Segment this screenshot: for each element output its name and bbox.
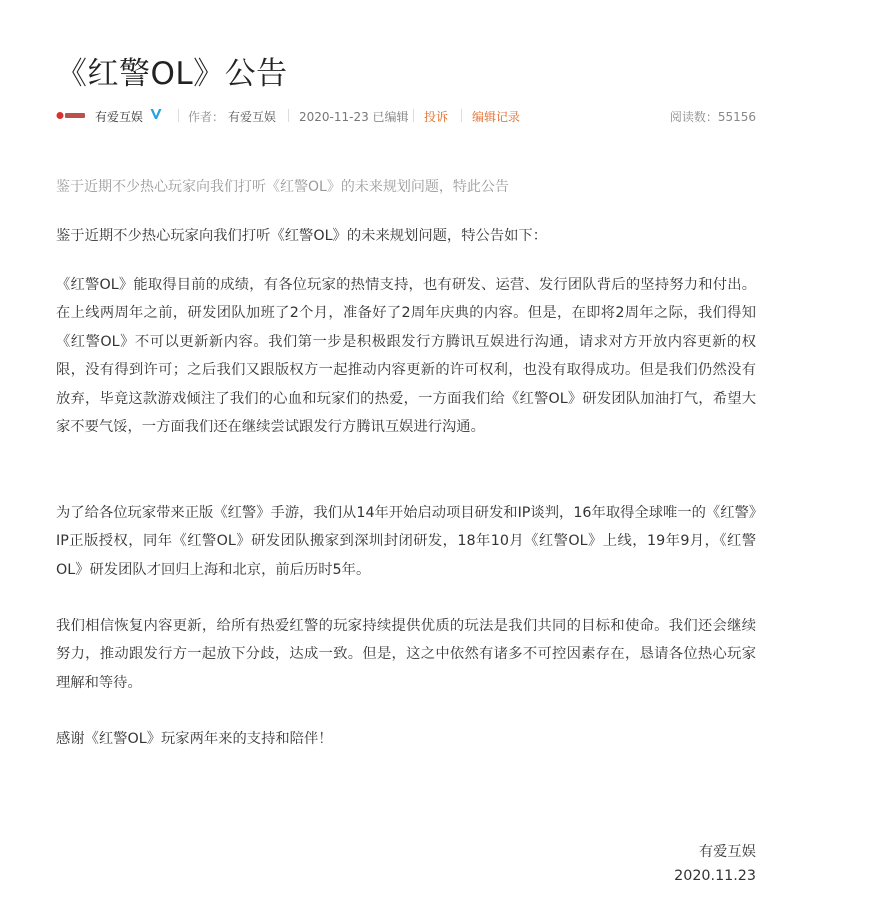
read-count: 阅读数：55156 <box>669 110 756 124</box>
article-meta <box>56 106 756 126</box>
account-logo-icon[interactable] <box>56 110 86 121</box>
complain-link[interactable]: 投诉 <box>424 110 449 124</box>
paragraph: 鉴于近期不少热心玩家向我们打听《红警OL》的未来规划问题，特公告如下： <box>56 228 548 244</box>
author-name: 有爱互娱 <box>228 110 277 124</box>
divider <box>413 109 414 122</box>
paragraph: 为了给各位玩家带来正版《红警》手游，我们从14年开始启动项目研发和IP谈判，16年取得全球唯一的《红警》IP正版授权，同年《红警OL》研发团队搬家到深圳封闭研发，18年10月《红警OL》上线，19年9月，《红警OL》研发团队才回归上海和北京，前后历时5年。 <box>56 505 756 578</box>
paragraph: 《红警OL》能取得目前的成绩，有各位玩家的热情支持，也有研发、运营、发行团队背后的坚持努力和付出。在上线两周年之前，研发团队加班了2个月，准备好了2周年庆典的内容。但是，在即将2周年之际，我们得知《红警OL》不可以更新新内容。我们第一步是积极跟发行方腾讯互娱进行沟通，请求对方开放内容更新的权限，没有得到许可；之后我们又跟版权方一起推动内容更新的许可权利，也没有取得成功。但是我们仍然没有放弃，毕竟这款游戏倾注了我们的心血和玩家们的热爱，一方面我们给《红警OL》研发团队加油打气，希望大家不要气馁，一方面我们还在继续尝试跟发行方腾讯互娱进行沟通。 <box>56 277 756 436</box>
divider <box>178 109 179 122</box>
page-title: 《红警OL》公告 <box>56 56 288 92</box>
article-summary: 鉴于近期不少热心玩家向我们打听《红警OL》的未来规划问题，特此公告 <box>56 179 509 195</box>
signature-name: 有爱互娱 <box>698 844 756 860</box>
verified-v-icon <box>149 107 163 121</box>
divider <box>461 109 462 122</box>
paragraph: 我们相信恢复内容更新，给所有热爱红警的玩家持续提供优质的玩法是我们共同的目标和使命。我们还会继续努力，推动跟发行方一起放下分歧，达成一致。但是，这之中依然有诸多不可控因素存在，恳请各位热心玩家理解和等待。 <box>56 618 756 691</box>
edit-record-link[interactable]: 编辑记录 <box>472 110 521 124</box>
publish-date: 2020-11-23 已编辑 <box>299 110 409 124</box>
paragraph: 感谢《红警OL》玩家两年来的支持和陪伴！ <box>56 731 333 747</box>
author-label: 作者： <box>188 110 225 124</box>
divider <box>288 109 289 122</box>
account-name-link[interactable]: 有爱互娱 <box>95 110 144 124</box>
signature-date: 2020.11.23 <box>674 868 756 884</box>
